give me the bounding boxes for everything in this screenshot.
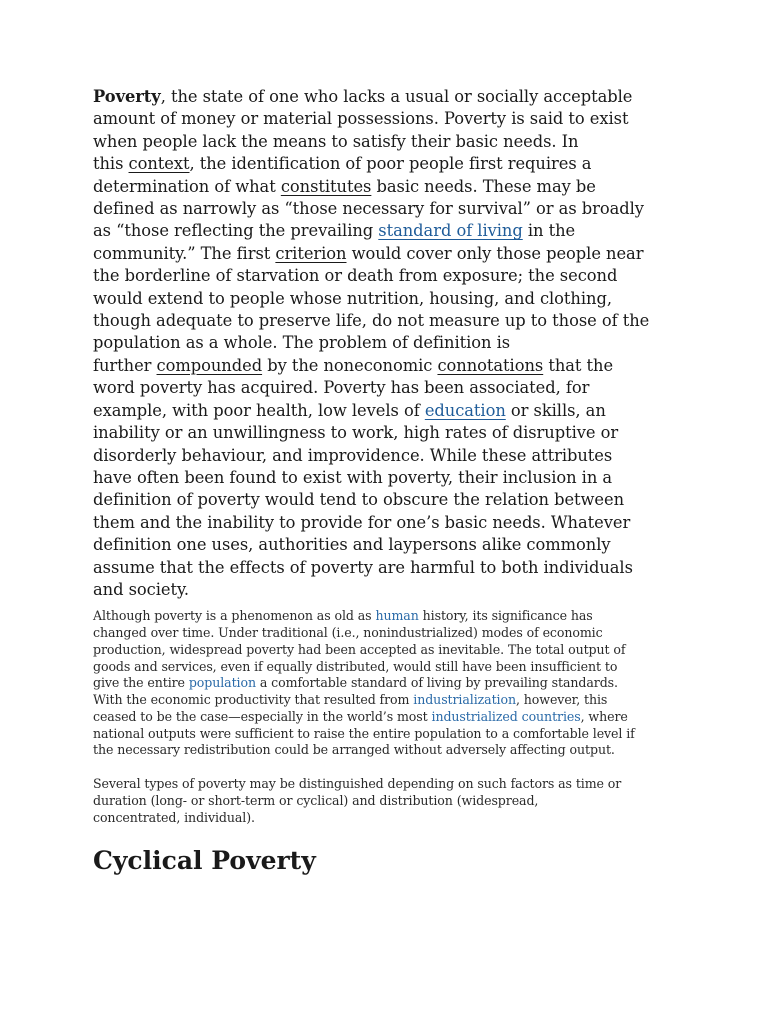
section-heading: Cyclical Poverty [93, 846, 316, 876]
term-connotations[interactable]: connotations [437, 355, 544, 375]
link-standard-of-living[interactable]: standard of living [378, 221, 523, 241]
term-compounded[interactable]: compounded [156, 355, 263, 375]
link-population[interactable]: population [188, 675, 256, 691]
paragraph-types: Several types of poverty may be distinguished depending on such factors as time or duration (long- or short-term or cyclical) and distribution (widespread, concentrated, individual). [93, 776, 622, 825]
link-education[interactable]: education [424, 400, 506, 420]
link-industrialization[interactable]: industrialization [413, 692, 516, 708]
paragraph-history: Although poverty is a phenomenon as old as human history, its significance has changed over time. Under traditional (i.e., nonindustrialized) modes of economic production, widespread poverty had been accepted as inevitable. The total output of goods and services, even if equally distributed, would still have been insufficient to give the entire population a comfortable standard of living by prevailing standards. With the economic productivity that resulted from industrialization, however, this ceased to be the case—especially in the world’s most industrialized countries, where national outputs were sufficient to raise the entire population to a comfortable level if the necessary redistribution could be arranged without adversely affecting output. [93, 608, 635, 758]
term-poverty: Poverty [93, 87, 161, 106]
document-body [93, 86, 683, 877]
link-human[interactable]: human [375, 608, 419, 624]
paragraph-definition: Poverty, the state of one who lacks a usual or socially acceptable amount of money or material possessions. Poverty is said to exist when people lack the means to satisfy their basic needs. In this context, the identification of poor people first requires a determination of what constitutes basic needs. These may be defined as narrowly as “those necessary for survival” or as broadly as “those reflecting the prevailing standard of living in the community.” The first criterion would cover only those people near the borderline of starvation or death from exposure; the second would extend to people whose nutrition, housing, and clothing, though adequate to preserve life, do not measure up to those of the population as a whole. The problem of definition is further compounded by the noneconomic connotations that the word poverty has acquired. Poverty has been associated, for example, with poor health, low levels of education or skills, an inability or an unwillingness to work, high rates of disruptive or disorderly behaviour, and improvidence. While these attributes have often been found to exist with poverty, their inclusion in a definition of poverty would tend to obscure the relation between them and the inability to provide for one’s basic needs. Whatever definition one uses, authorities and laypersons alike commonly assume that the effects of poverty are harmful to both individuals and society. [93, 87, 650, 599]
term-constitutes[interactable]: constitutes [280, 176, 372, 196]
link-industrialized-countries[interactable]: industrialized countries [431, 708, 581, 724]
term-context[interactable]: context [128, 154, 190, 174]
term-criterion[interactable]: criterion [275, 243, 347, 263]
